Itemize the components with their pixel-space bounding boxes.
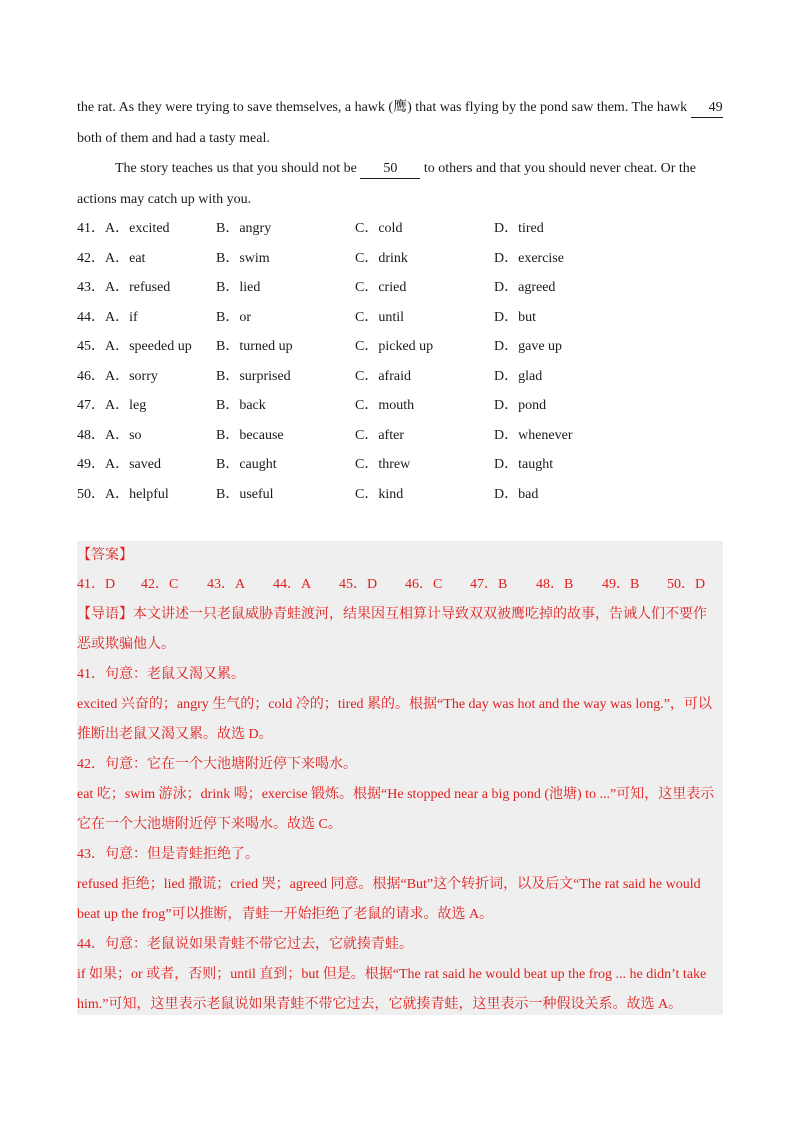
option-a: A．if xyxy=(105,309,138,325)
option-d: D．but xyxy=(494,309,536,325)
passage-line xyxy=(77,92,723,123)
option-a: A．eat xyxy=(105,250,146,266)
explanation-43-title: 43．句意：但是青蛙拒绝了。 xyxy=(77,847,259,862)
option-a: A．refused xyxy=(105,280,171,295)
question-50-options xyxy=(77,480,737,510)
passage-line: both of them and had a tasty meal. xyxy=(77,131,270,146)
question-43-options xyxy=(77,273,737,303)
answer-section xyxy=(77,541,723,1015)
answer-key: 41．D xyxy=(77,577,116,592)
passage-text: the rat. As they were trying to save themselves, a hawk (鹰) that was flying by the pond saw them. The hawk xyxy=(77,100,691,115)
option-c: C．kind xyxy=(355,486,404,502)
passage-line xyxy=(77,153,723,184)
option-b: B．surprised xyxy=(216,368,291,384)
answer-key: 50．D xyxy=(667,577,706,592)
option-b: B．caught xyxy=(216,457,277,472)
option-c: C．mouth xyxy=(355,398,415,413)
option-a: A．speeded up xyxy=(105,339,192,354)
question-number: 46． xyxy=(77,368,105,384)
explanation-44-title: 44．句意：老鼠说如果青蛙不带它过去，它就揍青蛙。 xyxy=(77,937,413,952)
option-b: B．angry xyxy=(216,221,272,236)
option-b: B．or xyxy=(216,309,251,325)
option-c: C．drink xyxy=(355,250,408,266)
passage-text: The story teaches us that you should not be xyxy=(115,161,361,176)
option-b: B．swim xyxy=(216,250,270,266)
option-d: D．exercise xyxy=(494,250,564,266)
option-a: A．sorry xyxy=(105,368,158,384)
explanation-41-text: 推断出老鼠又渴又累。故选 D。 xyxy=(77,727,273,742)
option-d: D．pond xyxy=(494,398,547,413)
question-number: 48． xyxy=(77,427,105,443)
blank-50: 50 xyxy=(360,160,420,179)
option-c: C．after xyxy=(355,427,404,443)
question-number: 44． xyxy=(77,309,105,325)
option-b: B．lied xyxy=(216,280,261,295)
blank-49: 49 xyxy=(691,99,723,118)
answer-key: 46．C xyxy=(405,577,443,592)
answer-keys-row xyxy=(77,570,723,600)
option-d: D．bad xyxy=(494,486,539,502)
option-c: C．afraid xyxy=(355,368,411,384)
option-d: D．tired xyxy=(494,221,544,236)
option-a: A．leg xyxy=(105,398,147,413)
answer-key: 48．B xyxy=(536,577,574,592)
explanation-43-text: refused 拒绝；lied 撒谎；cried 哭；agreed 同意。根据“But”这个转折词，以及后文“The rat said he would xyxy=(77,877,701,892)
question-number: 42． xyxy=(77,250,105,266)
question-number: 45． xyxy=(77,339,105,354)
passage-paragraph-2 xyxy=(77,153,723,215)
option-a: A．so xyxy=(105,427,142,443)
option-a: A．saved xyxy=(105,457,161,472)
passage-paragraph-1 xyxy=(77,92,723,154)
option-c: C．cold xyxy=(355,221,403,236)
guide-text: 恶或欺骗他人。 xyxy=(77,637,175,652)
option-a: A．excited xyxy=(105,221,170,236)
question-number: 47． xyxy=(77,398,105,413)
answer-key: 44．A xyxy=(273,577,312,592)
answer-key: 45．D xyxy=(339,577,378,592)
question-number: 41． xyxy=(77,221,105,236)
option-a: A．helpful xyxy=(105,486,169,502)
answer-key: 47．B xyxy=(470,577,508,592)
option-c: C．until xyxy=(355,309,405,325)
question-49-options xyxy=(77,450,737,480)
explanation-42-text: eat 吃；swim 游泳；drink 喝；exercise 锻炼。根据“He stopped near a big pond (池塘) to ...”可知，这里表示 xyxy=(77,787,715,802)
answer-key: 43．A xyxy=(207,577,246,592)
answer-key: 42．C xyxy=(141,577,179,592)
question-41-options xyxy=(77,214,737,244)
question-47-options xyxy=(77,391,737,421)
question-number: 50． xyxy=(77,486,105,502)
answer-label: 【答案】 xyxy=(77,548,133,563)
option-c: C．threw xyxy=(355,457,411,472)
option-d: D．glad xyxy=(494,368,543,384)
question-45-options xyxy=(77,332,737,362)
option-b: B．back xyxy=(216,398,266,413)
option-d: D．whenever xyxy=(494,427,573,443)
option-b: B．turned up xyxy=(216,339,293,354)
option-b: B．useful xyxy=(216,486,274,502)
option-d: D．taught xyxy=(494,457,554,472)
explanation-43-text: beat up the frog”可以推断，青蛙一开始拒绝了老鼠的请求。故选 A。 xyxy=(77,907,494,922)
option-c: C．cried xyxy=(355,280,407,295)
option-c: C．picked up xyxy=(355,339,434,354)
explanation-41-title: 41．句意：老鼠又渴又累。 xyxy=(77,667,245,682)
question-42-options xyxy=(77,244,737,274)
question-48-options xyxy=(77,421,737,451)
option-d: D．agreed xyxy=(494,280,556,295)
question-44-options xyxy=(77,303,737,333)
option-d: D．gave up xyxy=(494,339,563,354)
explanation-41-text: excited 兴奋的；angry 生气的；cold 冷的；tired 累的。根据“The day was hot and the way was long.”，可以 xyxy=(77,697,712,712)
guide-text: 【导语】本文讲述一只老鼠威胁青蛙渡河，结果因互相算计导致双双被鹰吃掉的故事，告诫人们不要作 xyxy=(77,607,707,622)
passage-text: to others and that you should never cheat. Or the xyxy=(420,161,696,176)
question-number: 49． xyxy=(77,457,105,472)
explanation-44-text: if 如果；or 或者，否则；until 直到；but 但是。根据“The rat said he would beat up the frog ... he didn’t take xyxy=(77,967,707,982)
explanation-42-title: 42．句意：它在一个大池塘附近停下来喝水。 xyxy=(77,757,357,772)
explanation-44-text: him.”可知，这里表示老鼠说如果青蛙不带它过去，它就揍青蛙，这里表示一种假设关系。故选 A。 xyxy=(77,997,683,1012)
options-list xyxy=(77,214,737,509)
passage-line: actions may catch up with you. xyxy=(77,192,252,207)
question-46-options xyxy=(77,362,737,392)
answer-key: 49．B xyxy=(602,577,640,592)
question-number: 43． xyxy=(77,280,105,295)
explanation-42-text: 它在一个大池塘附近停下来喝水。故选 C。 xyxy=(77,817,342,832)
option-b: B．because xyxy=(216,427,284,443)
